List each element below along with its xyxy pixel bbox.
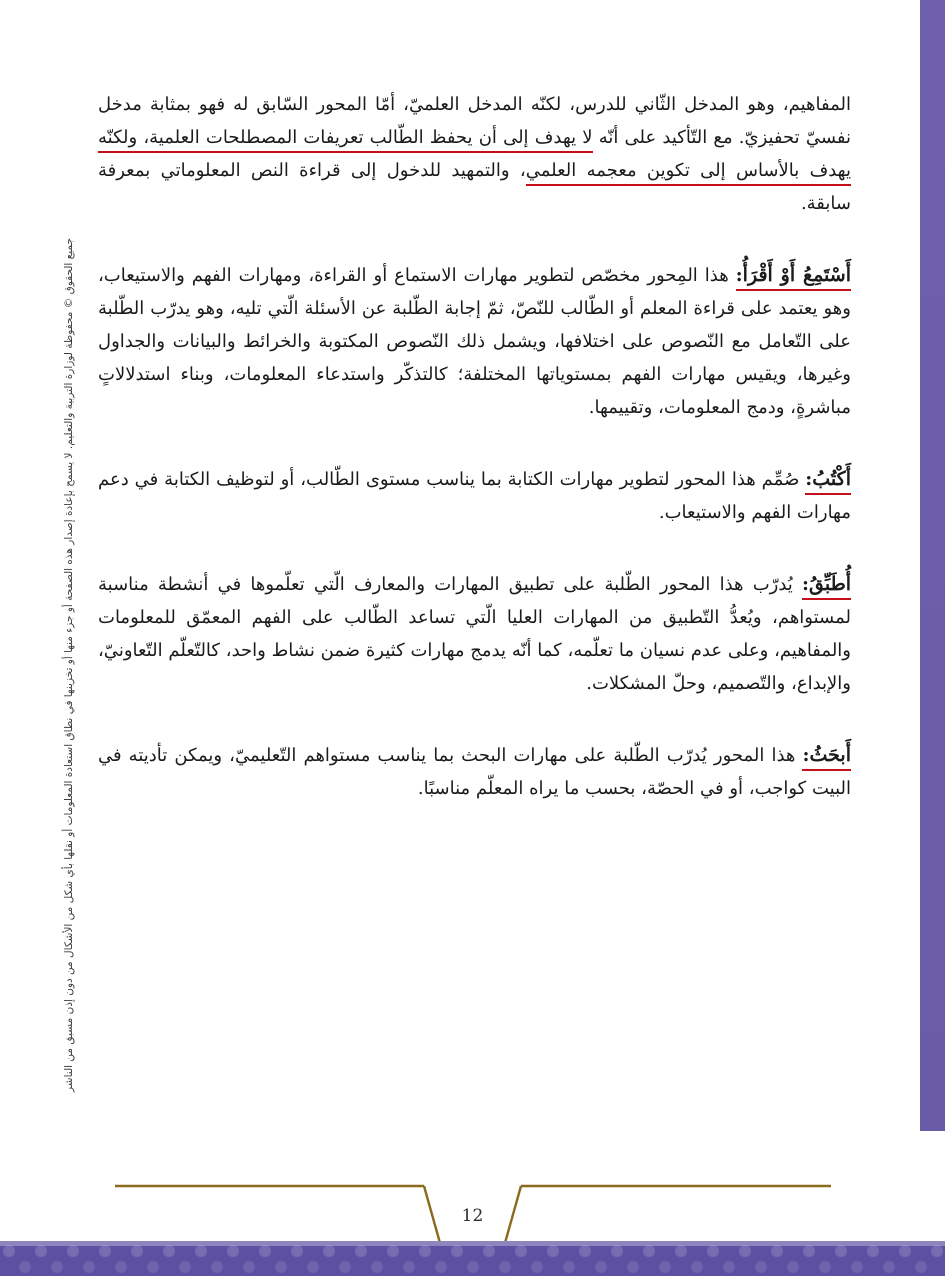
- paragraph-listen-or-read: [98, 259, 851, 424]
- section-heading: أَكْتُبُ:: [805, 468, 851, 495]
- section-heading: أَسْتَمِعُ أَوْ أَقْرَأُ:: [736, 264, 851, 291]
- section-heading: أُطَبِّقُ:: [802, 573, 851, 600]
- footer-ornament-band: [0, 1241, 945, 1276]
- text-segment: لا يهدف إلى أن يحفظ الطّالب تعريفات المصطلحات العلمية، ولكنّه يهدف بالأساس إلى تكوين معجمه العلمي: [98, 127, 851, 186]
- text-segment: هذا المِحور مخصّص لتطوير مهارات الاستماع أو القراءة، ومهارات الفهم والاستيعاب، وهو يعتمد على قراءة المعلم أو الطّالب للنّصّ، ثمّ إجابة الطّلبة عن الأسئلة الّتي تليه، وهو يدرّب الطّلبة على التّعامل مع النّصوص على اختلافها، ويشمل ذلك النّصوص المكتوبة والخرائط والبيانات والجداول وغيرها، ويقيس مهارات الفهم بمستوياتها المختلفة؛ كالتذكّر واستدعاء المعلومات، وبناء استدلالاتٍ مباشرةٍ، ودمج المعلومات، وتقييمها.: [98, 265, 851, 418]
- paragraph-intro-continuation: [98, 88, 851, 220]
- text-segment: المفاهيم، وهو المدخل الثّاني للدرس، لكنّه المدخل العلميّ، أمّا المحور السّابق له فهو بمثابة مدخل نفسيّ تحفيزيّ. مع التّأكيد على أنّه: [98, 94, 851, 148]
- text-segment: يُدرّب هذا المحور الطّلبة على تطبيق المهارات والمعارف الّتي تعلّموها في أنشطة مناسبة لمستواهم، ويُعدُّ التّطبيق من المهارات العليا الّتي تساعد الطّالب على الفهم المعمّق للمعلومات والمفاهيم، وعلى عدم نسيان ما تعلّمه، كما أنّه يدمج مهارات كثيرة ضمن نشاط واحد، كالتّعلّم التّعاونيّ، والإبداع، والتّصميم، وحلّ المشكلات.: [98, 574, 851, 694]
- right-accent-bar: [920, 0, 945, 1131]
- text-segment: صُمِّم هذا المحور لتطوير مهارات الكتابة بما يناسب مستوى الطّالب، أو لتوظيف الكتابة في دعم مهارات الفهم والاستيعاب.: [98, 469, 851, 523]
- text-segment: هذا المحور يُدرّب الطّلبة على مهارات البحث بما يناسب مستواهم التّعليميّ، ويمكن تأديته في البيت كواجب، أو في الحصّة، بحسب ما يراه المعلّم مناسبًا.: [98, 745, 851, 799]
- paragraph-research: [98, 739, 851, 805]
- paragraph-apply: [98, 568, 851, 700]
- body-text: [98, 88, 851, 844]
- page-number: 12: [461, 1206, 484, 1226]
- section-heading: أَبحَثُ:: [802, 744, 851, 771]
- copyright-notice: جميع الحقوق © محفوظة لوزارة التربية والتعليم. لا يسمح بإعادة إصدار هذه الصفحة أو جزء منها أو تخزينها في نطاق استعادة المعلومات أو نقلها بأي شكل من الأشكال من دون إذن مسبق من الناشر: [63, 238, 75, 1092]
- text-segment: ، والتمهيد للدخول إلى قراءة النص المعلوماتي بمعرفة سابقة.: [98, 160, 851, 214]
- paragraph-write: [98, 463, 851, 529]
